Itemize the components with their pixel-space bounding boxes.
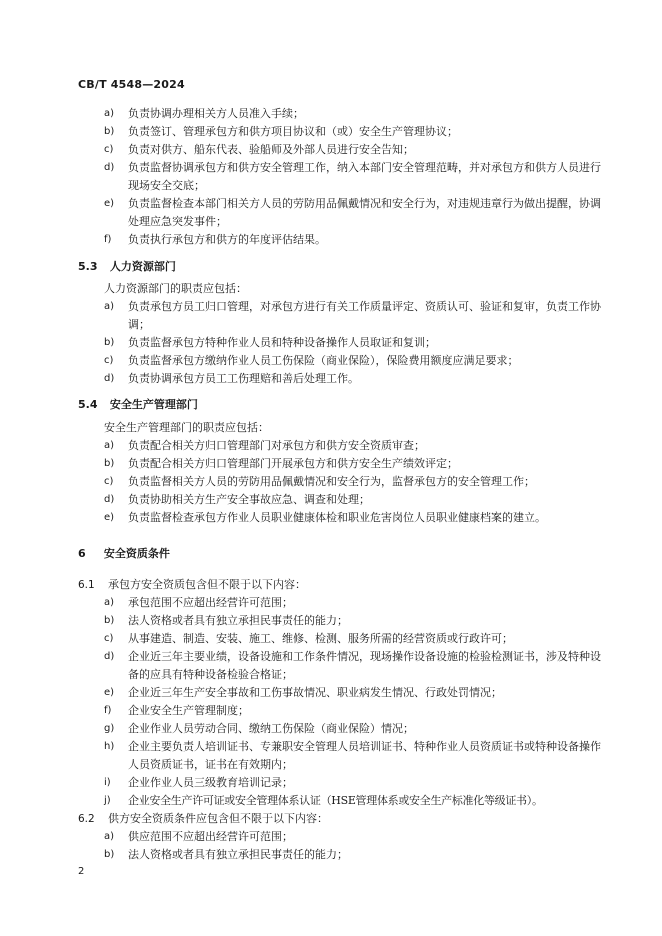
list-item-text: 负责签订、管理承包方和供方项目协议和（或）安全生产管理协议； — [128, 125, 458, 138]
page-number: 2 — [78, 866, 85, 877]
list-item-text: 负责配合相关方归口管理部门对承包方和供方安全资质审查； — [128, 439, 425, 452]
list-item — [104, 123, 602, 141]
clause-text: 供方安全资质条件应包含但不限于以下内容： — [108, 812, 328, 825]
list-item — [104, 370, 602, 388]
list-item — [104, 509, 602, 527]
list-item — [104, 437, 602, 455]
chapter-title: 安全资质条件 — [103, 547, 170, 560]
list-item — [104, 298, 602, 334]
list-item-label: d) — [104, 651, 115, 662]
list-item-text: 负责执行承包方和供方的年度评估结果。 — [128, 233, 326, 246]
list-item-text: 负责承包方员工归口管理，对承包方进行有关工作质量评定、资质认可、验证和复审，负责工作协调； — [128, 300, 601, 331]
list-item — [104, 792, 602, 810]
clause-6-1 — [78, 576, 602, 594]
list-item-label: j) — [104, 795, 111, 806]
list-item-label: f) — [104, 234, 112, 245]
list-item-label: d) — [104, 162, 115, 173]
list-item-text: 负责监督相关方人员的劳防用品佩戴情况和安全行为，监督承包方的安全管理工作； — [128, 475, 535, 488]
list-item — [104, 159, 602, 195]
list-item — [104, 684, 602, 702]
section-title: 人力资源部门 — [109, 260, 176, 273]
list-item — [104, 720, 602, 738]
list-item-label: b) — [104, 615, 115, 626]
list-item-label: e) — [104, 687, 115, 698]
list-item-text: 负责协调办理相关方人员准入手续； — [128, 107, 304, 120]
list-item-text: 负责对供方、船东代表、验船师及外部人员进行安全告知； — [128, 143, 414, 156]
list-item-text: 负责监督协调承包方和供方安全管理工作，纳入本部门安全管理范畴，并对承包方和供方人员进行现场安全交底； — [128, 161, 601, 192]
list-item — [104, 648, 602, 684]
list-item-label: e) — [104, 512, 115, 523]
list-item — [104, 774, 602, 792]
list-item-text: 企业主要负责人培训证书、专兼职安全管理人员培训证书、特种作业人员资质证书或特种设备操作人员资质证书，证书在有效期内； — [128, 740, 601, 771]
list-item — [104, 105, 602, 123]
section-intro: 安全生产管理部门的职责应包括： — [104, 421, 269, 434]
list-item-label: c) — [104, 144, 114, 155]
list-item-text: 企业作业人员劳动合同、缴纳工伤保险（商业保险）情况； — [128, 722, 414, 735]
list-item-text: 负责配合相关方归口管理部门开展承包方和供方安全生产绩效评定； — [128, 457, 458, 470]
list-item-label: h) — [104, 741, 115, 752]
section-number: 5.4 — [78, 398, 98, 411]
list-item-label: b) — [104, 337, 115, 348]
section-number: 5.3 — [78, 260, 98, 273]
list-item-label: f) — [104, 705, 112, 716]
list-item-label: i) — [104, 777, 111, 788]
list-item — [104, 491, 602, 509]
list-item-label: a) — [104, 831, 115, 842]
list-item — [104, 195, 602, 231]
clause-text: 承包方安全资质包含但不限于以下内容： — [108, 578, 306, 591]
list-item-label: d) — [104, 373, 115, 384]
section-heading-5-4 — [78, 396, 198, 412]
list-item — [104, 455, 602, 473]
list-item — [104, 594, 602, 612]
list-item-text: 法人资格或者具有独立承担民事责任的能力； — [128, 614, 348, 627]
list-item-label: e) — [104, 198, 115, 209]
list-item-label: d) — [104, 494, 115, 505]
list-item-text: 负责监督检查承包方作业人员职业健康体检和职业危害岗位人员职业健康档案的建立。 — [128, 511, 546, 524]
list-item-text: 供应范围不应超出经营许可范围； — [128, 830, 293, 843]
list-item-text: 企业作业人员三级教育培训记录； — [128, 776, 293, 789]
list-item-label: c) — [104, 633, 114, 644]
clause-6-2 — [78, 810, 602, 828]
list-item-label: c) — [104, 476, 114, 487]
clause-number: 6.2 — [78, 813, 95, 825]
list-item-text: 负责协调承包方员工工伤理赔和善后处理工作。 — [128, 372, 359, 385]
section-heading-5-3 — [78, 258, 176, 274]
list-item-text: 法人资格或者具有独立承担民事责任的能力； — [128, 848, 348, 861]
list-item-text: 负责监督检查本部门相关方人员的劳防用品佩戴情况和安全行为，对违规违章行为做出提醒，协调处理应急突发事件； — [128, 197, 601, 228]
list-item — [104, 612, 602, 630]
list-item — [104, 846, 602, 864]
list-item — [104, 334, 602, 352]
list-item — [104, 828, 602, 846]
list-item — [104, 141, 602, 159]
list-item-text: 负责协助相关方生产安全事故应急、调查和处理； — [128, 493, 370, 506]
list-item — [104, 473, 602, 491]
list-item-label: g) — [104, 723, 115, 734]
list-item — [104, 630, 602, 648]
list-item-label: a) — [104, 440, 115, 451]
list-item-label: a) — [104, 108, 115, 119]
list-item-label: b) — [104, 849, 115, 860]
list-item-label: a) — [104, 597, 115, 608]
list-item — [104, 702, 602, 720]
list-item — [104, 738, 602, 774]
list-item-text: 企业安全生产管理制度； — [128, 704, 249, 717]
list-item-text: 企业近三年生产安全事故和工伤事故情况、职业病发生情况、行政处罚情况； — [128, 686, 502, 699]
chapter-heading-6 — [78, 545, 170, 561]
list-item-text: 承包范围不应超出经营许可范围； — [128, 596, 293, 609]
list-item-text: 从事建造、制造、安装、施工、维修、检测、服务所需的经营资质或行政许可； — [128, 632, 513, 645]
list-item-label: a) — [104, 301, 115, 312]
clause-number: 6.1 — [78, 579, 95, 591]
list-item — [104, 231, 602, 249]
list-item-label: c) — [104, 355, 114, 366]
list-item-text: 企业近三年主要业绩，设备设施和工作条件情况，现场操作设备设施的检验检测证书，涉及特种设备的应具有特种设备检验合格证； — [128, 650, 601, 681]
section-intro: 人力资源部门的职责应包括： — [104, 282, 247, 295]
list-item-text: 负责监督承包方缴纳作业人员工伤保险（商业保险），保险费用额度应满足要求； — [128, 354, 519, 367]
list-item-label: b) — [104, 458, 115, 469]
chapter-number: 6 — [78, 547, 86, 560]
list-item — [104, 352, 602, 370]
list-item-text: 负责监督承包方特种作业人员和特种设备操作人员取证和复训； — [128, 336, 436, 349]
list-item-text: 企业安全生产许可证或安全管理体系认证（HSE管理体系或安全生产标准化等级证书）。 — [128, 794, 543, 807]
section-title: 安全生产管理部门 — [109, 398, 198, 411]
list-item-label: b) — [104, 126, 115, 137]
standard-code-header: CB/T 4548—2024 — [78, 78, 185, 91]
